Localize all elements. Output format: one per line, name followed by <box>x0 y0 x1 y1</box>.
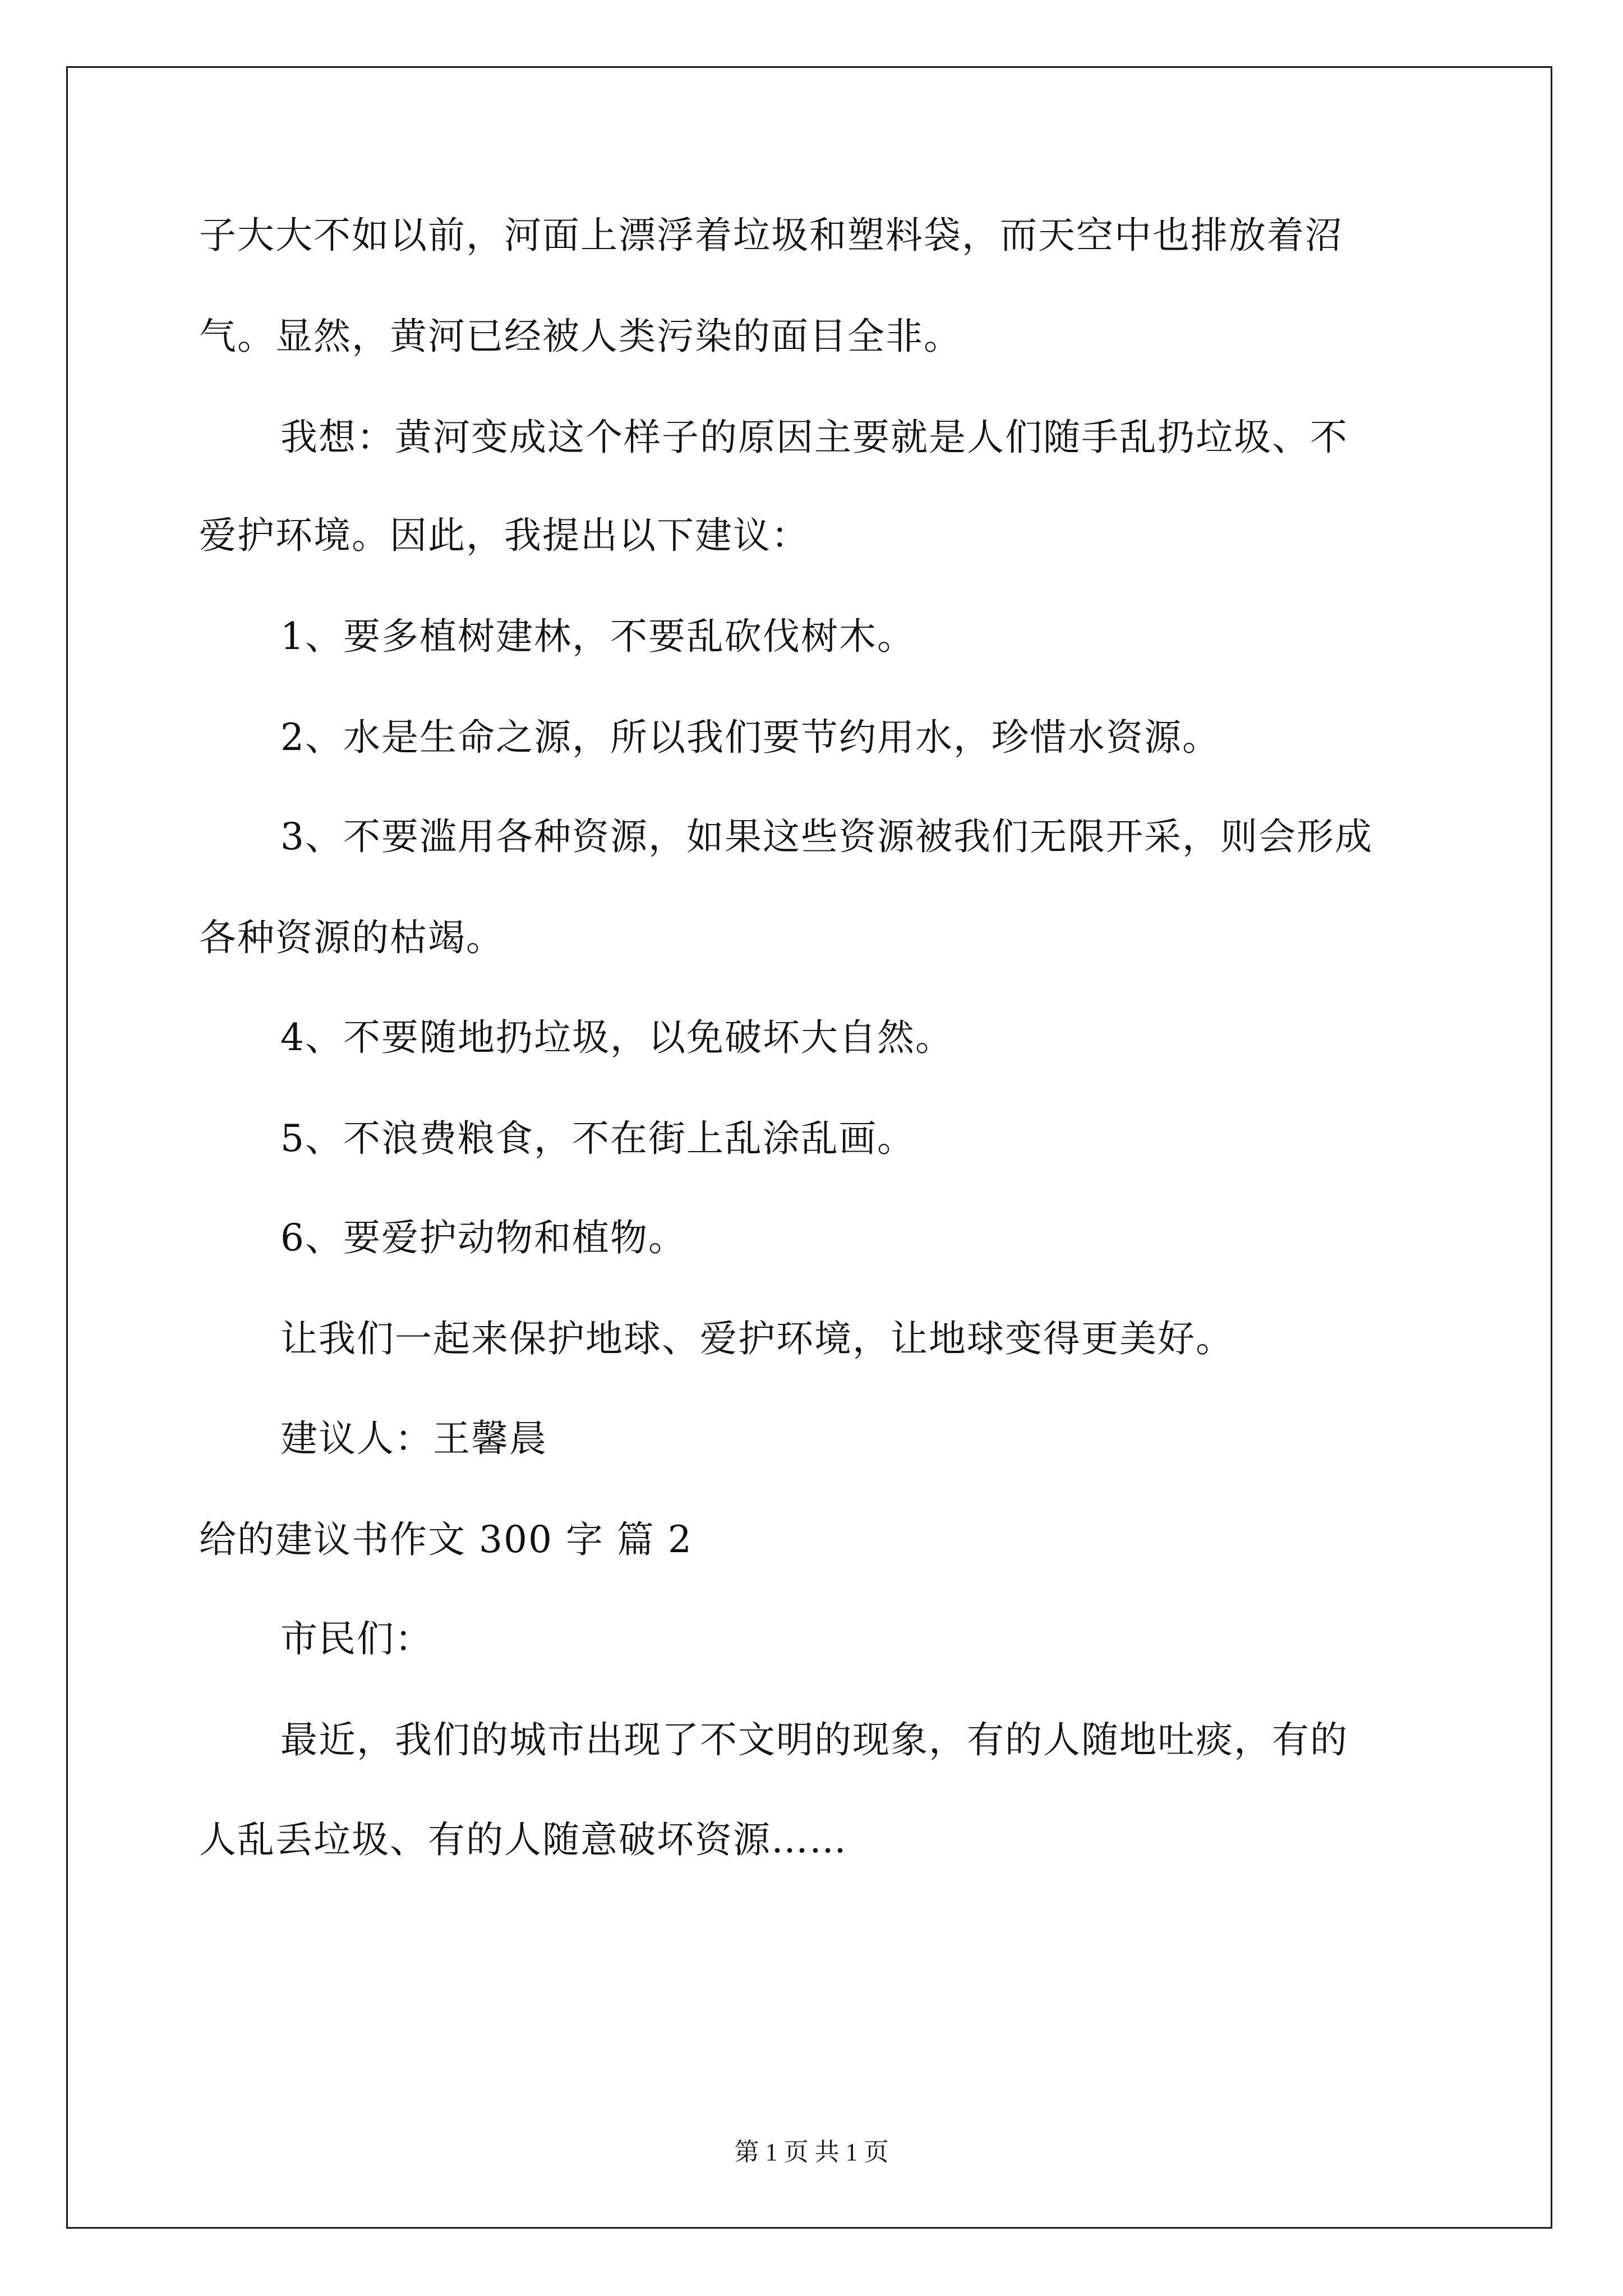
text-line: 气。显然，黄河已经被人类污染的面目全非。 <box>199 315 962 358</box>
signature-line: 建议人：王馨晨 <box>280 1417 547 1460</box>
text-line: 让我们一起来保护地球、爱护环境，让地球变得更美好。 <box>280 1317 1234 1360</box>
list-item: 6、要爱护动物和植物。 <box>280 1216 686 1259</box>
list-item: 3、不要滥用各种资源，如果这些资源被我们无限开采，则会形成 <box>280 815 1373 858</box>
page-number: 第 1 页 共 1 页 <box>734 2138 889 2166</box>
list-item: 4、不要随地扔垃圾，以免破坏大自然。 <box>280 1016 953 1059</box>
text-line: 我想：黄河变成这个样子的原因主要就是人们随手乱扔垃圾、不 <box>280 416 1348 459</box>
text-line: 子大大不如以前，河面上漂浮着垃圾和塑料袋，而天空中也排放着沼 <box>199 214 1343 257</box>
text-line: 各种资源的枯竭。 <box>199 916 504 959</box>
text-line: 爱护环境。因此，我提出以下建议： <box>199 514 809 557</box>
list-item: 5、不浪费粮食，不在街上乱涂乱画。 <box>280 1117 915 1160</box>
list-item: 1、要多植树建林，不要乱砍伐树木。 <box>280 615 915 658</box>
text-line: 最近，我们的城市出现了不文明的现象，有的人随地吐痰，有的 <box>280 1718 1348 1761</box>
text-line: 人乱丢垃圾、有的人随意破坏资源…… <box>199 1818 847 1861</box>
section-heading: 给的建议书作文 300 字 篇 2 <box>199 1518 693 1561</box>
list-item: 2、水是生命之源，所以我们要节约用水，珍惜水资源。 <box>280 716 1220 759</box>
salutation: 市民们： <box>280 1617 433 1660</box>
